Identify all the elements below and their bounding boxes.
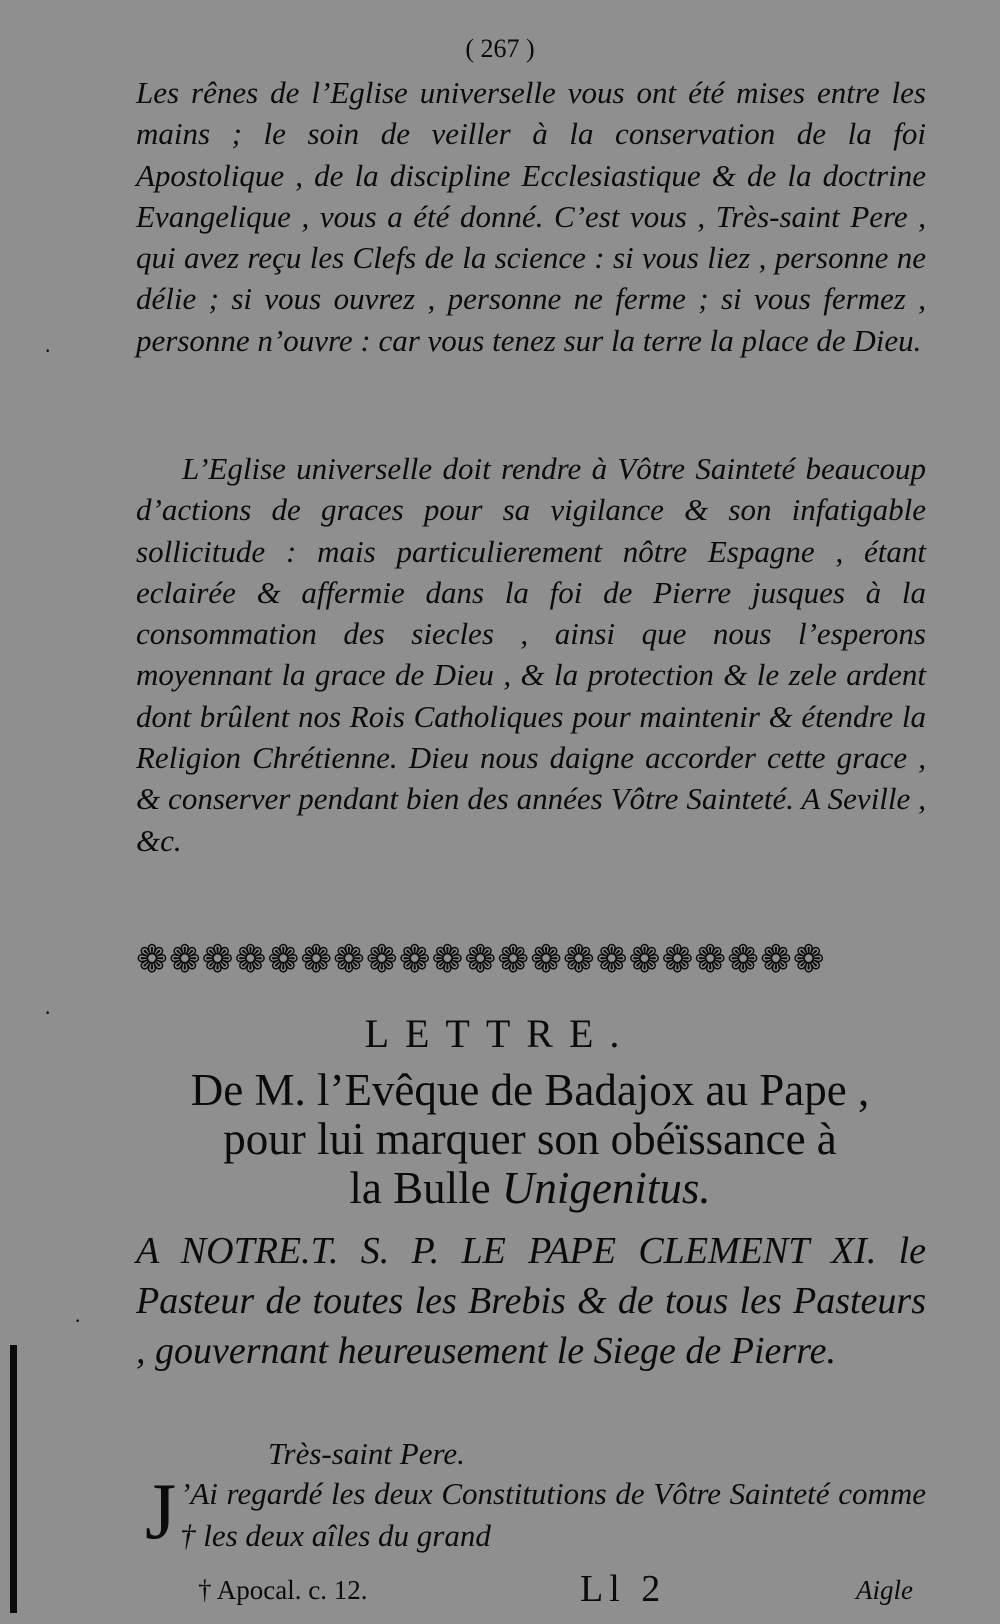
section-heading: LETTRE. [364, 1011, 636, 1056]
letter-title [130, 1066, 930, 1213]
paragraph-2: L’Eglise universelle doit rendre à Vôtre Sainteté beaucoup d’actions de graces pour sa vigilance & son infatigable sollicitude : mais particulierement nôtre Espagne , étant eclairée & affermie dans la foi de Pierre jusques à la consommation des siecles , ainsi que nous l’esperons moyennant la grace de Dieu , & la protection & le zele ardent dont brûlent nos Rois Catholiques pour maintenir & étendre la Religion Chrétienne. Dieu nous daigne accorder cette grace , & conserver pendant bien des années Vôtre Sainteté. A Seville , &c. [136, 451, 926, 858]
footnote: † Apocal. c. 12. [198, 1575, 368, 1605]
title-line-3-italic: Unigenitus. [501, 1163, 711, 1213]
page-footer [0, 1567, 1000, 1611]
title-line-3-prefix: la Bulle [349, 1163, 502, 1213]
margin-speck: · [44, 1000, 52, 1025]
paragraph-1: Les rênes de l’Eglise universelle vous ont été mises entre les mains ; le soin de veiller à la conservation de la foi Apostolique , de la discipline Ecclesiastique & de la doctrine Evangelique , vous a été donné. C’est vous , Très-saint Pere , qui avez reçu les Clefs de la science : si vous liez , personne ne délie ; si vous ouvrez , personne ne ferme ; si vous fermez , personne n’ouvre : car vous tenez sur la terre la place de Dieu. [136, 75, 926, 358]
drop-cap: J [145, 1468, 177, 1556]
salutation: Très-saint Pere. [268, 1436, 465, 1471]
title-line-2: pour lui marquer son obéïssance à [223, 1114, 837, 1164]
catchword: Aigle [856, 1575, 913, 1605]
margin-speck: · [44, 338, 52, 363]
signature-mark: Ll 2 [580, 1568, 667, 1610]
letter-address: A NOTRE.T. S. P. LE PAPE CLEMENT XI. le Pasteur de toutes les Brebis & de tous les Pasteurs , gouvernant heureusement le Siege de Pierre. [136, 1230, 926, 1372]
margin-speck: · [74, 1308, 82, 1333]
title-line-1: De M. l’Evêque de Badajox au Pape , [190, 1065, 870, 1115]
letter-body-start: ’Ai regardé les deux Constitutions de Vôtre Sainteté comme † les deux aîles du grand [180, 1476, 926, 1553]
ornamental-divider: ❁❁❁❁❁❁❁❁❁❁❁❁❁❁❁❁❁❁❁❁❁ [136, 940, 826, 980]
binding-edge-mark [10, 1345, 17, 1613]
page-number: ( 267 ) [465, 34, 535, 63]
